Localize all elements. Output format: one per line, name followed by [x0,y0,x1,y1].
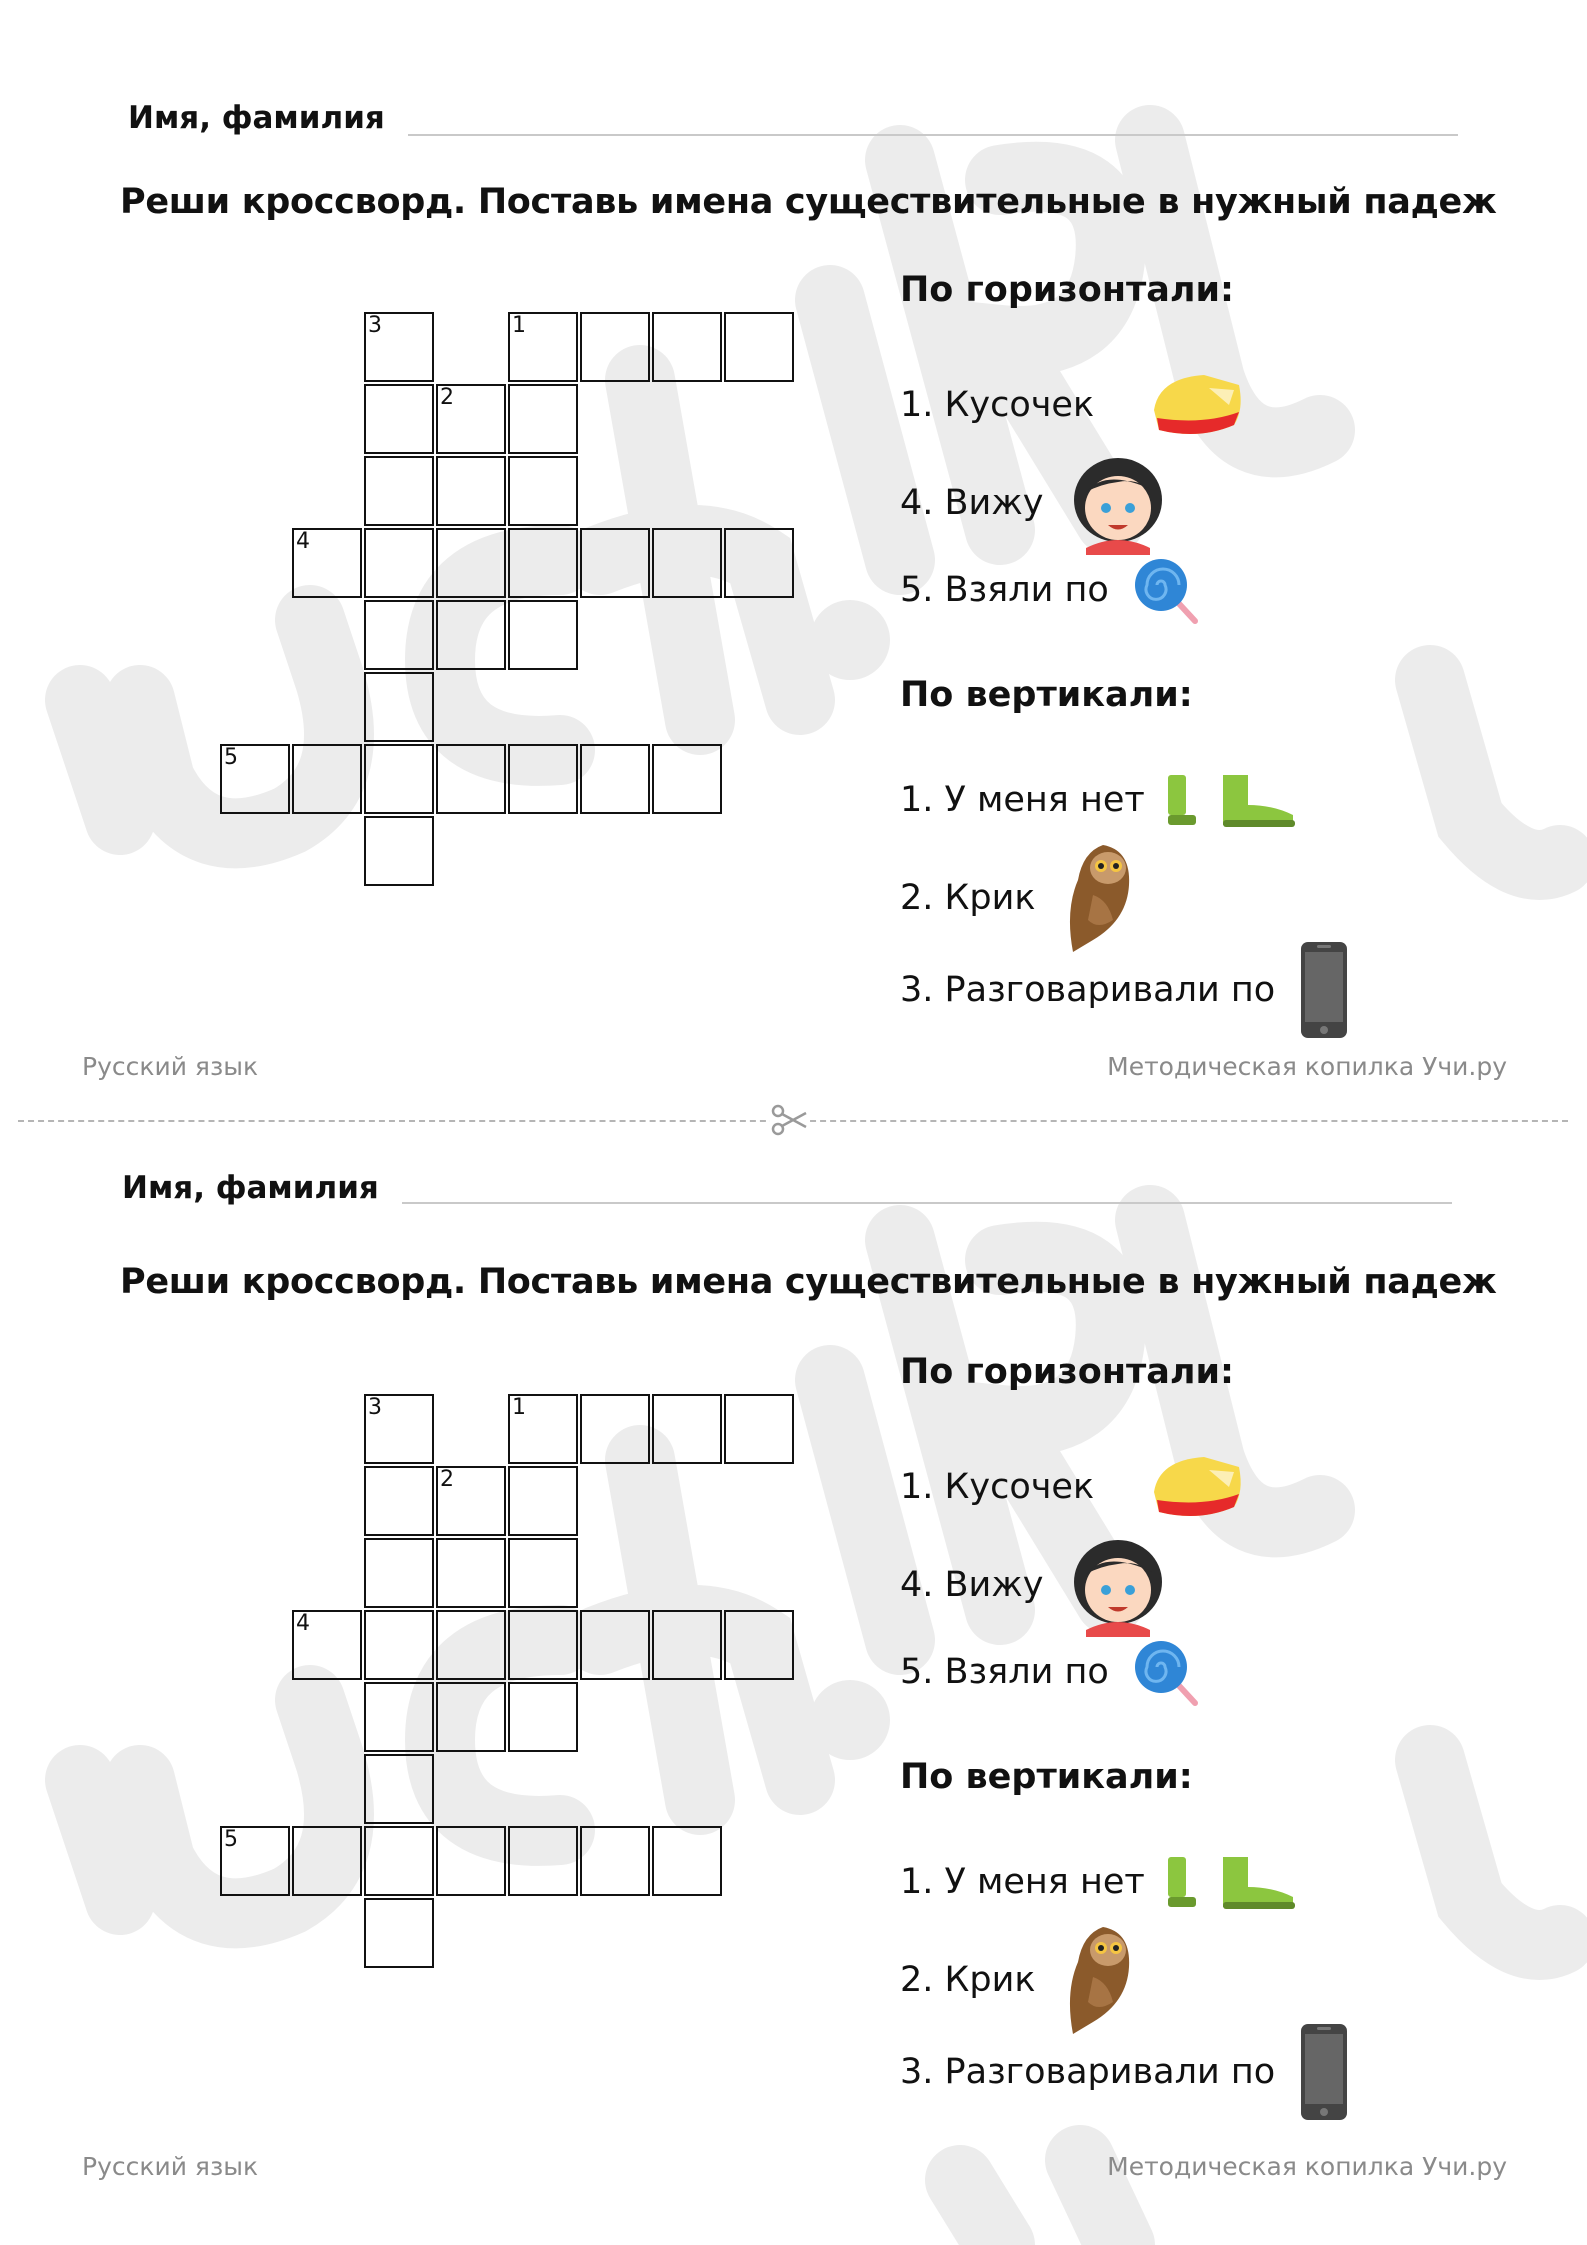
clue-number: 3 [368,313,382,338]
clue-text: 1. Кусочек [900,1467,1095,1507]
crossword-grid [220,1394,800,1994]
crossword-cell[interactable] [508,1394,578,1464]
clue-horizontal-1 [900,1452,1244,1522]
name-label: Имя, фамилия [122,1170,379,1206]
crossword-cell[interactable] [364,1826,434,1896]
crossword-cell[interactable] [652,528,722,598]
clue-text: 1. Кусочек [900,385,1095,425]
crossword-cell[interactable] [364,1682,434,1752]
crossword-cell[interactable] [724,1610,794,1680]
vertical-heading: По вертикали: [900,1757,1193,1797]
boots-icon [1163,1852,1303,1912]
phone-icon [1299,2022,1349,2122]
footer-subject: Русский язык [82,1052,259,1081]
crossword-cell[interactable] [724,1394,794,1464]
horizontal-heading: По горизонтали: [900,270,1235,310]
lollipop-icon [1131,1637,1201,1707]
clue-number: 4 [296,529,310,554]
crossword-cell[interactable] [364,528,434,598]
lollipop-icon [1131,555,1201,625]
crossword-cell[interactable] [508,384,578,454]
clue-horizontal-5 [900,555,1201,625]
crossword-cell[interactable] [436,600,506,670]
boots-icon [1163,770,1303,830]
clue-number: 1 [512,1395,526,1420]
clue-text: 1. У меня нет [900,780,1145,820]
clue-vertical-3 [900,2022,1349,2122]
clue-vertical-2 [900,840,1133,955]
crossword-cell[interactable] [364,1898,434,1968]
clue-number: 1 [512,313,526,338]
crossword-cell[interactable] [508,1826,578,1896]
crossword-cell[interactable] [364,456,434,526]
crossword-cell[interactable] [580,1394,650,1464]
crossword-cell[interactable] [652,312,722,382]
clue-vertical-2 [900,1922,1133,2037]
clue-text: 1. У меня нет [900,1862,1145,1902]
clue-horizontal-1 [900,370,1244,440]
crossword-cell[interactable] [436,456,506,526]
clue-number: 5 [224,745,238,770]
clue-text: 4. Вижу [900,482,1044,523]
crossword-cell[interactable] [220,1826,290,1896]
footer-source: Методическая копилка Учи.ру [1107,2152,1507,2181]
clue-number: 5 [224,1827,238,1852]
phone-icon [1299,940,1349,1040]
scissors-icon [770,1101,810,1139]
clue-number: 3 [368,1395,382,1420]
clue-text: 5. Взяли по [900,570,1109,610]
crossword-cell[interactable] [508,1610,578,1680]
crossword-cell[interactable] [508,1466,578,1536]
crossword-cell[interactable] [364,1394,434,1464]
crossword-cell[interactable] [364,1610,434,1680]
crossword-cell[interactable] [508,312,578,382]
clue-vertical-1 [900,770,1303,830]
crossword-cell[interactable] [580,528,650,598]
crossword-cell[interactable] [652,744,722,814]
crossword-cell[interactable] [292,1826,362,1896]
clue-text: 2. Крик [900,877,1036,918]
clues-panel [900,1352,1500,2132]
crossword-cell[interactable] [364,312,434,382]
crossword-cell[interactable] [364,384,434,454]
crossword-cell[interactable] [436,744,506,814]
footer-source: Методическая копилка Учи.ру [1107,1052,1507,1081]
crossword-cell[interactable] [436,1682,506,1752]
owl-icon [1053,840,1133,955]
worksheet-bottom [0,1082,1587,2182]
cheese-icon [1149,370,1244,440]
crossword-cell[interactable] [652,1394,722,1464]
crossword-cell[interactable] [364,600,434,670]
girl-icon [1066,1532,1171,1637]
crossword-cell[interactable] [580,1826,650,1896]
girl-icon [1066,450,1171,555]
clue-text: 4. Вижу [900,1564,1044,1605]
crossword-cell[interactable] [436,1538,506,1608]
crossword-cell[interactable] [652,1610,722,1680]
clue-horizontal-4 [900,450,1171,555]
crossword-cell[interactable] [292,1610,362,1680]
task-title: Реши кроссворд. Поставь имена существительные в нужный падеж [120,1262,1497,1302]
vertical-heading: По вертикали: [900,675,1193,715]
worksheet-top [0,0,1587,1100]
crossword-cell[interactable] [652,1826,722,1896]
crossword-cell[interactable] [724,312,794,382]
crossword-cell[interactable] [436,1826,506,1896]
clue-horizontal-4 [900,1532,1171,1637]
crossword-cell[interactable] [580,1610,650,1680]
clue-text: 2. Крик [900,1959,1036,2000]
name-input-line[interactable] [408,134,1458,136]
crossword-cell[interactable] [436,528,506,598]
clue-number: 4 [296,1611,310,1636]
crossword-cell[interactable] [508,1682,578,1752]
task-title: Реши кроссворд. Поставь имена существительные в нужный падеж [120,182,1497,222]
crossword-cell[interactable] [508,528,578,598]
name-label: Имя, фамилия [128,100,385,136]
crossword-cell[interactable] [508,744,578,814]
crossword-cell[interactable] [436,1466,506,1536]
footer-subject: Русский язык [82,2152,259,2181]
crossword-cell[interactable] [508,456,578,526]
clue-number: 2 [440,385,454,410]
crossword-cell[interactable] [580,744,650,814]
crossword-cell[interactable] [364,1538,434,1608]
crossword-cell[interactable] [436,1610,506,1680]
clue-number: 2 [440,1467,454,1492]
clues-panel [900,270,1500,1050]
clue-horizontal-5 [900,1637,1201,1707]
crossword-cell[interactable] [724,528,794,598]
name-input-line[interactable] [402,1202,1452,1204]
crossword-cell[interactable] [508,600,578,670]
clue-text: 3. Разговаривали по [900,2052,1276,2092]
owl-icon [1053,1922,1133,2037]
crossword-cell[interactable] [220,744,290,814]
crossword-cell[interactable] [580,312,650,382]
crossword-cell[interactable] [364,672,434,742]
cheese-icon [1149,1452,1244,1522]
clue-text: 3. Разговаривали по [900,970,1276,1010]
horizontal-heading: По горизонтали: [900,1352,1235,1392]
crossword-cell[interactable] [364,1754,434,1824]
crossword-cell[interactable] [292,528,362,598]
clue-vertical-3 [900,940,1349,1040]
clue-vertical-1 [900,1852,1303,1912]
crossword-cell[interactable] [364,744,434,814]
crossword-cell[interactable] [364,1466,434,1536]
crossword-cell[interactable] [364,816,434,886]
crossword-cell[interactable] [292,744,362,814]
clue-text: 5. Взяли по [900,1652,1109,1692]
crossword-grid [220,312,800,912]
crossword-cell[interactable] [436,384,506,454]
crossword-cell[interactable] [508,1538,578,1608]
